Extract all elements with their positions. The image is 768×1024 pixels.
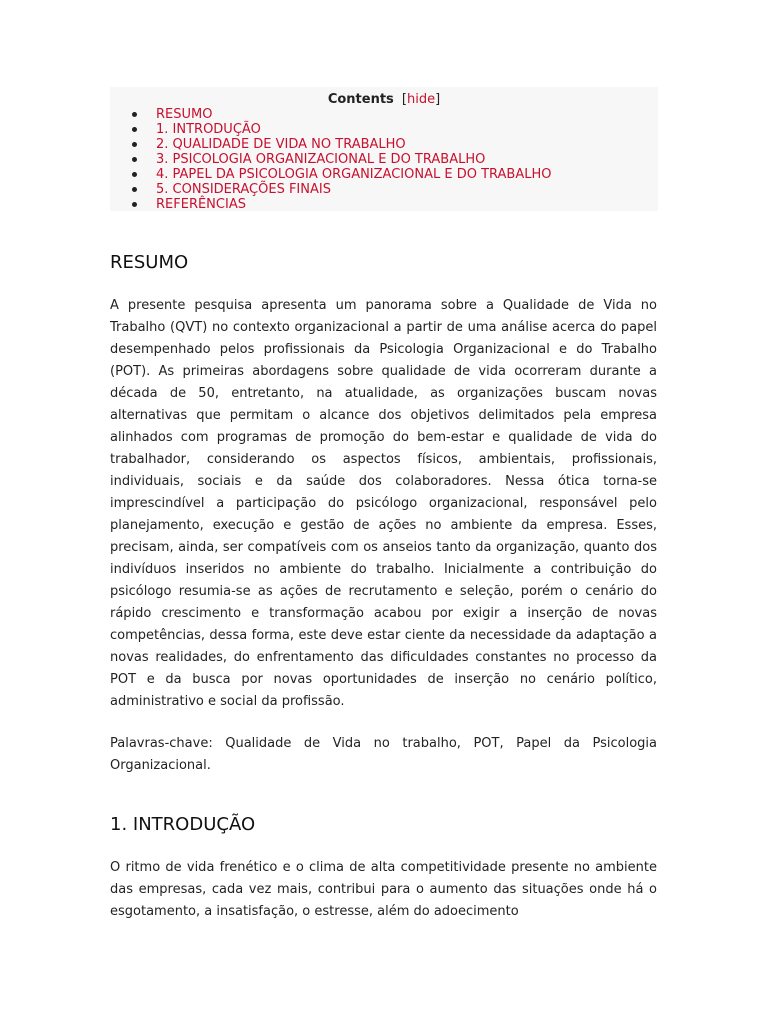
toc-item-consideracoes-finais (110, 182, 658, 197)
toc-item-qualidade-de-vida (110, 137, 658, 152)
toc-hide-toggle[interactable]: hide (407, 92, 436, 107)
keywords-paragraph: Palavras-chave: Qualidade de Vida no trabalho, POT, Papel da Psicologia Organizacional. (110, 736, 657, 773)
toc-title: Contents (327, 92, 394, 107)
resumo-paragraph: A presente pesquisa apresenta um panorama sobre a Qualidade de Vida no Trabalho (QVT) no contexto organizacional a partir de uma análise acerca do papel desempenhado pelos profissionais da Psicologia Organizacional e do Trabalho (POT). As primeiras abordagens sobre qualidade de vida ocorreram durante a década de 50, entretanto, na atualidade, as organizações buscam novas alternativas que permitam o alcance dos objetivos delimitados pela empresa alinhados com programas de promoção do bem-estar e qualidade de vida do trabalhador, considerando os aspectos físicos, ambientais, profissionais, individuais, sociais e da saúde dos colaboradores. Nessa ótica torna-se imprescindível a participação do psicólogo organizacional, responsável pelo planejamento, execução e gestão de ações no ambiente da empresa. Esses, precisam, ainda, ser compatíveis com os anseios tanto da organização, quanto dos indivíduos inseridos no ambiente do trabalho. Inicialmente a contribuição do psicólogo resumia-se as ações de recrutamento e seleção, porém o cenário do rápido crescimento e transformação acabou por exigir a inserção de novas competências, dessa forma, este deve estar ciente da necessidade da adaptação a novas realidades, do enfrentamento das dificuldades constantes no processo da POT e da busca por novas oportunidades de inserção no cenário político, administrativo e social da profissão. (110, 298, 657, 709)
toc-list (110, 107, 658, 212)
toc-link-qualidade-de-vida[interactable]: 2. QUALIDADE DE VIDA NO TRABALHO (156, 137, 406, 152)
bullet-icon (132, 172, 137, 177)
toc-item-resumo (110, 107, 658, 122)
toc-item-referencias (110, 197, 658, 212)
toc-item-psicologia-organizacional (110, 152, 658, 167)
toc-header (110, 87, 658, 107)
bullet-icon (132, 157, 137, 162)
toc-link-consideracoes-finais[interactable]: 5. CONSIDERAÇÕES FINAIS (156, 182, 331, 197)
toc-bracket-close: ] (435, 92, 441, 107)
bullet-icon (132, 142, 137, 147)
toc-link-introducao[interactable]: 1. INTRODUÇÃO (156, 122, 261, 137)
bullet-icon (132, 202, 137, 207)
toc-item-papel-da-psicologia (110, 167, 658, 182)
introducao-paragraph: O ritmo de vida frenético e o clima de alta competitividade presente no ambiente das empresas, cada vez mais, contribui para o aumento das situações onde há o esgotamento, a insatisfação, o estresse, além do adoecimento (110, 860, 657, 919)
bullet-icon (132, 112, 137, 117)
toc-link-papel-da-psicologia[interactable]: 4. PAPEL DA PSICOLOGIA ORGANIZACIONAL E DO TRABALHO (156, 167, 552, 182)
section-heading-resumo: RESUMO (110, 252, 189, 273)
toc-bracket-open: [ (401, 92, 407, 107)
toc-link-resumo[interactable]: RESUMO (156, 107, 213, 122)
bullet-icon (132, 127, 137, 132)
section-heading-introducao: 1. INTRODUÇÃO (110, 814, 256, 835)
toc-link-referencias[interactable]: REFERÊNCIAS (156, 197, 246, 212)
toc-item-introducao (110, 122, 658, 137)
bullet-icon (132, 187, 137, 192)
table-of-contents (110, 87, 658, 211)
toc-link-psicologia-organizacional[interactable]: 3. PSICOLOGIA ORGANIZACIONAL E DO TRABALHO (156, 152, 486, 167)
